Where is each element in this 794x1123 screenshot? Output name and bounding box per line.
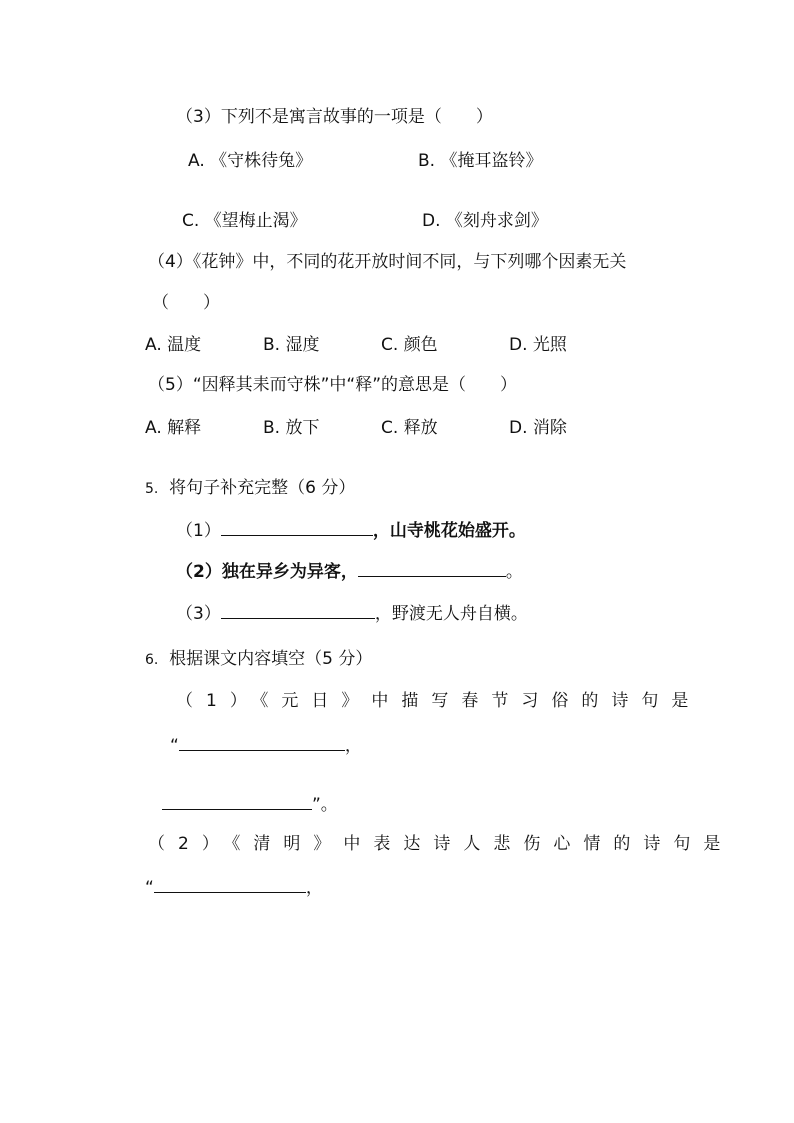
q4-option-a xyxy=(145,334,201,356)
poem-question-1-stem: （1）《元日》中描写春节习俗的诗句是 xyxy=(176,691,702,711)
option-text: 颜色 xyxy=(403,335,438,355)
option-text: 消除 xyxy=(532,418,567,438)
option-label: B. xyxy=(263,418,281,438)
answer-blank[interactable] xyxy=(221,519,373,536)
section-5-heading xyxy=(145,477,355,500)
option-label: D. xyxy=(422,211,441,231)
q3-option-d xyxy=(422,210,548,232)
option-label: B. xyxy=(418,151,436,171)
fill-sentence-3 xyxy=(176,602,528,625)
q5-option-c xyxy=(381,417,438,439)
section-number: 6. xyxy=(145,652,159,668)
section-title: 根据课文内容填空（5 分） xyxy=(169,649,373,669)
option-label: D. xyxy=(509,418,528,438)
q3-option-c xyxy=(182,210,307,232)
fill-sentence-1 xyxy=(176,519,526,542)
option-text: 光照 xyxy=(532,335,567,355)
q3-option-b xyxy=(418,150,542,172)
poem-question-1-line-1 xyxy=(170,734,362,757)
option-label: B. xyxy=(263,335,281,355)
answer-blank[interactable] xyxy=(162,793,312,810)
q4-option-d xyxy=(509,334,567,356)
option-text: 放下 xyxy=(285,418,320,438)
open-quote: “ xyxy=(145,878,154,898)
q5-option-a xyxy=(145,417,201,439)
comma: ， xyxy=(305,878,323,898)
q4-paren: （ ） xyxy=(152,293,220,313)
option-text: 《望梅止渴》 xyxy=(204,211,307,231)
comma: ， xyxy=(344,736,362,756)
item-suffix: ，野渡无人舟自横。 xyxy=(374,604,528,624)
option-label: D. xyxy=(509,335,528,355)
option-text: 湿度 xyxy=(285,335,320,355)
option-text: 《守株待兔》 xyxy=(210,151,313,171)
item-prefix: （3） xyxy=(176,604,221,624)
section-6-heading xyxy=(145,648,372,671)
option-label: A. xyxy=(145,335,162,355)
option-label: C. xyxy=(381,335,399,355)
item-suffix: ，山寺桃花始盛开。 xyxy=(372,521,526,541)
q4-option-b xyxy=(263,334,319,356)
option-text: 释放 xyxy=(403,418,438,438)
q5-option-b xyxy=(263,417,319,439)
section-number: 5. xyxy=(145,481,159,497)
fill-sentence-2 xyxy=(176,560,523,583)
option-text: 《刻舟求剑》 xyxy=(445,211,548,231)
answer-blank[interactable] xyxy=(358,560,506,577)
q4-stem: （4）《花钟》中，不同的花开放时间不同，与下列哪个因素无关 xyxy=(148,252,627,272)
q3-stem: （3）下列不是寓言故事的一项是（ ） xyxy=(176,107,493,127)
option-label: A. xyxy=(145,418,162,438)
section-title: 将句子补充完整（6 分） xyxy=(169,478,356,498)
q5-option-d xyxy=(509,417,567,439)
option-label: C. xyxy=(182,211,200,231)
item-prefix: （1） xyxy=(176,521,221,541)
answer-blank[interactable] xyxy=(221,602,375,619)
option-label: A. xyxy=(188,151,205,171)
option-text: 《掩耳盗铃》 xyxy=(440,151,543,171)
poem-question-1-line-2 xyxy=(162,793,338,816)
q3-option-a xyxy=(188,150,312,172)
q5-stem: （5）“因释其耒而守株”中“释”的意思是（ ） xyxy=(148,375,518,395)
option-text: 温度 xyxy=(167,335,202,355)
open-quote: “ xyxy=(170,736,179,756)
q4-option-c xyxy=(381,334,438,356)
poem-question-2-line-1 xyxy=(145,876,323,899)
option-text: 解释 xyxy=(167,418,202,438)
option-label: C. xyxy=(381,418,399,438)
close-quote: ”。 xyxy=(312,795,338,815)
item-prefix: （2）独在异乡为异客， xyxy=(176,562,358,582)
item-suffix: 。 xyxy=(505,562,523,582)
answer-blank[interactable] xyxy=(154,876,306,893)
poem-question-2-stem: （2）《清明》中表达诗人悲伤心情的诗句是 xyxy=(148,834,734,854)
answer-blank[interactable] xyxy=(179,734,345,751)
